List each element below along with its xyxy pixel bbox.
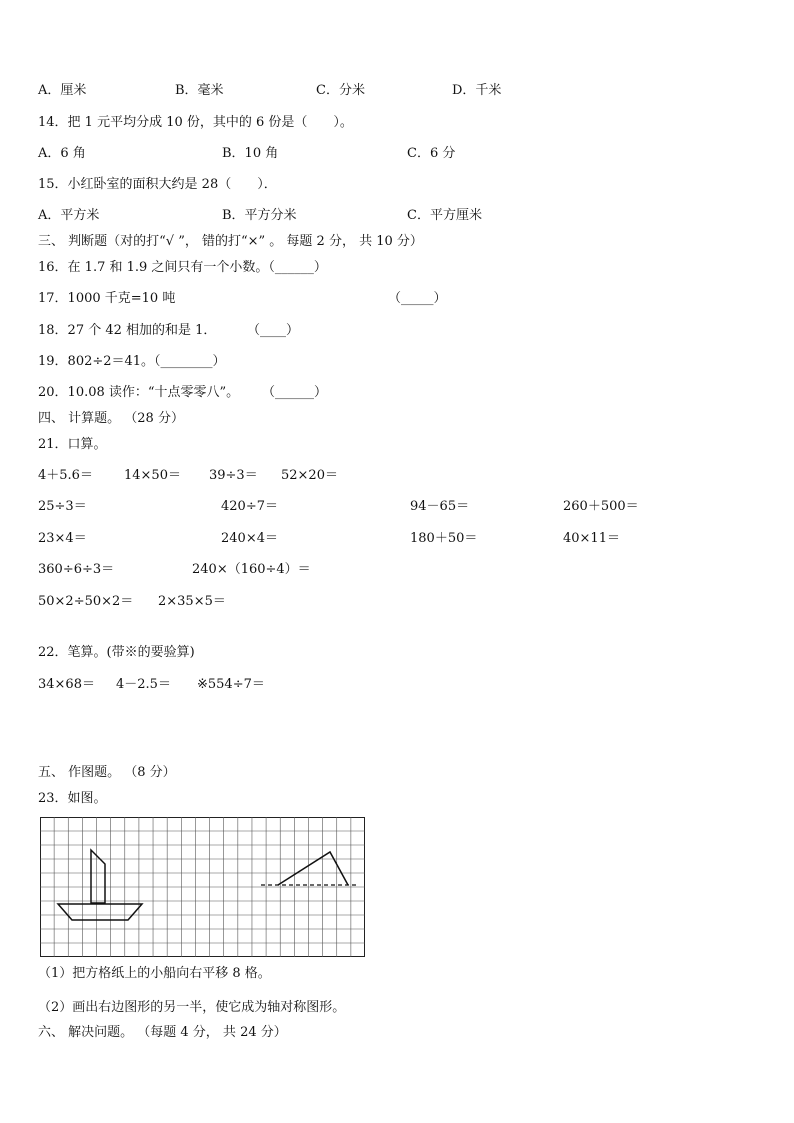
q18-statement: 18．27 个 42 相加的和是 1． bbox=[38, 323, 217, 338]
q23-title: 23．如图。 bbox=[38, 791, 107, 806]
oral-calc-item: 14×50＝ bbox=[124, 468, 181, 483]
oral-calc-item: 25÷3＝ bbox=[38, 499, 87, 514]
section4-heading: 四、 计算题。 （28 分） bbox=[38, 411, 184, 426]
q16-statement: 16．在 1.7 和 1.9 之间只有一个小数。（______） bbox=[38, 260, 327, 275]
oral-calc-item: 52×20＝ bbox=[281, 468, 338, 483]
q20-statement: 20．10.08 读作：“十点零零八”。 bbox=[38, 385, 240, 400]
oral-calc-item: 2×35×5＝ bbox=[158, 594, 226, 609]
oral-calc-item: 260＋500＝ bbox=[563, 499, 639, 514]
oral-calc-item: 40×11＝ bbox=[563, 531, 620, 546]
oral-calc-item: 360÷6÷3＝ bbox=[38, 562, 115, 577]
oral-calc-item: 4＋5.6＝ bbox=[38, 468, 93, 483]
q18-answer-blank: （____） bbox=[247, 323, 300, 338]
q23-instruction-1: （1）把方格纸上的小船向右平移 8 格。 bbox=[38, 966, 271, 981]
oral-calc-item: 180＋50＝ bbox=[410, 531, 478, 546]
q15-option-c: C．平方厘米 bbox=[407, 208, 482, 223]
written-calc-item: 4－2.5＝ bbox=[116, 677, 171, 692]
q13-option-b: B．毫米 bbox=[175, 83, 224, 98]
q20-answer-blank: （______） bbox=[262, 385, 328, 400]
q19-statement: 19．802÷2＝41。（________） bbox=[38, 354, 226, 369]
q14-option-c: C．6 分 bbox=[407, 146, 456, 161]
written-calc-item: ※554÷7＝ bbox=[197, 677, 265, 692]
oral-calc-item: 50×2÷50×2＝ bbox=[38, 594, 134, 609]
q17-statement: 17．1000 千克=10 吨 bbox=[38, 291, 176, 306]
written-calc-item: 34×68＝ bbox=[38, 677, 95, 692]
oral-calc-item: 94－65＝ bbox=[410, 499, 470, 514]
section5-heading: 五、 作图题。 （8 分） bbox=[38, 765, 176, 780]
oral-calc-item: 39÷3＝ bbox=[209, 468, 258, 483]
oral-calc-item: 23×4＝ bbox=[38, 531, 87, 546]
section3-heading: 三、 判断题（对的打“√ ”， 错的打“×” 。 每题 2 分， 共 10 分） bbox=[38, 234, 423, 249]
grid-paper-figure bbox=[40, 817, 366, 958]
q13-option-a: A．厘米 bbox=[38, 83, 87, 98]
q23-instruction-2: （2）画出右边图形的另一半，使它成为轴对称图形。 bbox=[38, 1000, 346, 1015]
oral-calc-item: 240×（160÷4）＝ bbox=[192, 562, 311, 577]
q15-option-b: B．平方分米 bbox=[222, 208, 297, 223]
q15-question: 15．小红卧室的面积大约是 28（ ）． bbox=[38, 177, 277, 192]
q13-option-d: D．千米 bbox=[452, 83, 502, 98]
section6-heading: 六、 解决问题。 （每题 4 分， 共 24 分） bbox=[38, 1025, 287, 1040]
q21-title: 21．口算。 bbox=[38, 437, 107, 452]
q13-option-c: C．分米 bbox=[316, 83, 365, 98]
q14-option-b: B．10 角 bbox=[222, 146, 279, 161]
oral-calc-item: 240×4＝ bbox=[221, 531, 278, 546]
q22-title: 22．笔算。(带※的要验算) bbox=[38, 645, 195, 660]
q14-question: 14．把 1 元平均分成 10 份，其中的 6 份是（ ）。 bbox=[38, 115, 353, 130]
q15-option-a: A．平方米 bbox=[38, 208, 100, 223]
q14-option-a: A．6 角 bbox=[38, 146, 86, 161]
q17-answer-blank: （_____） bbox=[388, 291, 447, 306]
oral-calc-item: 420÷7＝ bbox=[221, 499, 278, 514]
